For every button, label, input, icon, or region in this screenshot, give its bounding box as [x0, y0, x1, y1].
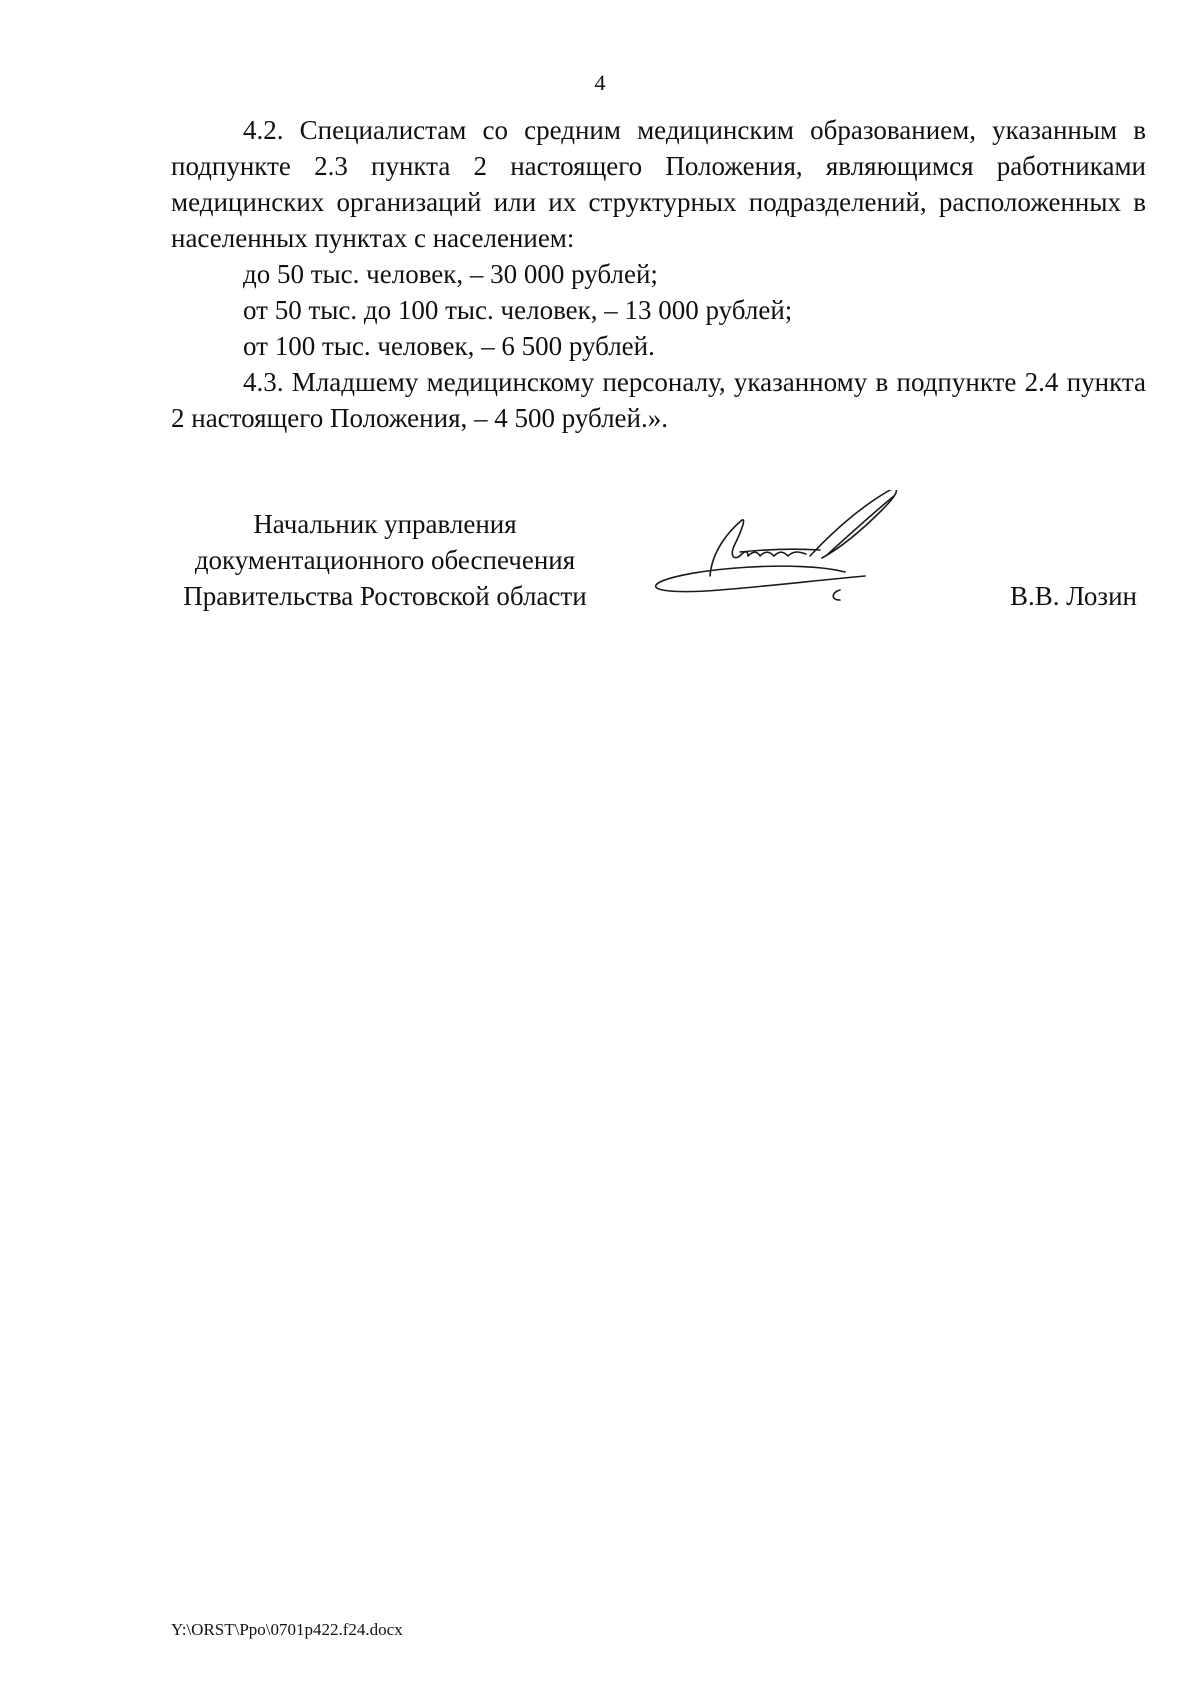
paragraph-4-2: 4.2. Специалистам со средним медицинским образованием, указанным в подпункте 2.3 пункта 2 настоящего Положения, являющимся работниками медицинских организаций или их структурных подразделений, расположенных в населенных пунктах с населением: [171, 115, 1146, 253]
signatory-position [165, 506, 605, 614]
page-number: 4 [594, 70, 606, 95]
signatory-position-line: Начальник управления [253, 509, 517, 539]
paragraph-tier-3: от 100 тыс. человек, – 6 500 рублей. [243, 331, 655, 361]
document-body [171, 112, 1146, 436]
document-file-path: Y:\ORST\Ppo\0701p422.f24.docx [171, 1620, 403, 1639]
paragraph-4-3: 4.3. Младшему медицинскому персоналу, указанному в подпункте 2.4 пункта 2 настоящего Положения, – 4 500 рублей.». [171, 367, 1146, 433]
signatory-name: В.В. Лозин [1010, 581, 1137, 611]
signatory-position-line: документационного обеспечения [194, 545, 576, 575]
paragraph-tier-2: от 50 тыс. до 100 тыс. человек, – 13 000 рублей; [243, 295, 793, 325]
paragraph-tier-1: до 50 тыс. человек, – 30 000 рублей; [243, 259, 658, 289]
handwritten-signature [650, 490, 980, 660]
signatory-position-line: Правительства Ростовской области [183, 581, 587, 611]
